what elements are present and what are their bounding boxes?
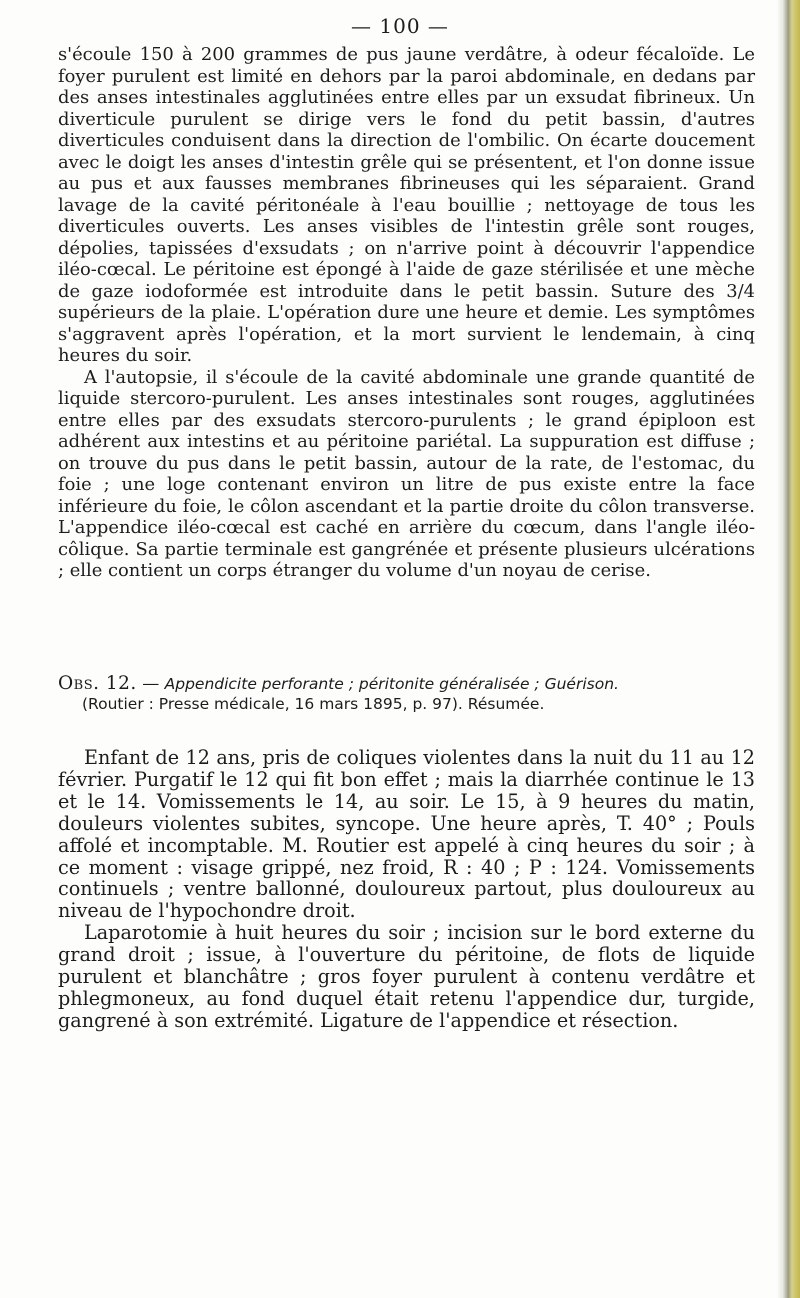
laparotomy-paragraph: Laparotomie à huit heures du soir ; incision sur le bord externe du grand droit ; issue, à l'ouverture du péritoine, de flots de liquide purulent et blanchâtre ; gros foyer purulent à contenu verdâtre et phlegmoneux, au fond duquel était retenu l'appendice dur, turgide, gangrené à son extrémité. Ligature de l'appendice et résection.	[58, 921, 755, 1032]
case-continuation	[58, 44, 755, 582]
page-number: — 100 —	[351, 14, 449, 38]
observation-source: (Routier : Presse médicale, 16 mars 1895, p. 97). Résumée.	[82, 695, 545, 713]
observation-heading	[58, 673, 755, 695]
autopsy-paragraph: A l'autopsie, il s'écoule de la cavité abdominale une grande quantité de liquide stercoro-purulent. Les anses intestinales sont rouges, agglutinées entre elles par des exsudats stercoro-purulents ; le grand épiploon est adhérent aux intestins et au péritoine pariétal. La suppuration est diffuse ; on trouve du pus dans le petit bassin, autour de la rate, de l'estomac, du foie ; une loge contenant environ un litre de pus existe entre la face inférieure du foie, le côlon ascendant et la partie droite du côlon transverse. L'appendice iléo-cœcal est caché en arrière du cœcum, dans l'angle iléo-côlique. Sa partie terminale est gangrénée et présente plusieurs ulcérations ; elle contient un corps étranger du volume d'un noyau de cerise.	[58, 366, 755, 581]
history-paragraph: Enfant de 12 ans, pris de coliques violentes dans la nuit du 11 au 12 février. Purgatif le 12 qui fit bon effet ; mais la diarrhée continue le 13 et le 14. Vomissements le 14, au soir. Le 15, à 9 heures du matin, douleurs violentes subites, syncope. Une heure après, T. 40° ; Pouls affolé et incomptable. M. Routier est appelé à cinq heures du soir ; à ce moment : visage grippé, nez froid, R : 40 ; P : 124. Vomissements continuels ; ventre ballonné, douloureux partout, plus douloureux au niveau de l'hypochondre droit.	[58, 746, 755, 923]
observation-body	[58, 747, 755, 1032]
observation-label: Obs. 12.	[58, 673, 137, 694]
observation-dash: —	[136, 674, 165, 694]
page-edge	[782, 0, 800, 1298]
observation-title: Appendicite perforante ; péritonite généralisée ; Guérison.	[164, 675, 619, 693]
operation-paragraph: s'écoule 150 à 200 grammes de pus jaune verdâtre, à odeur fécaloïde. Le foyer purulent est limité en dehors par la paroi abdominale, en dedans par des anses intestinales agglutinées entre elles par un exsudat fibrineux. Un diverticule purulent se dirige vers le fond du petit bassin, d'autres diverticules conduisent dans la direction de l'ombilic. On écarte doucement avec le doigt les anses d'intestin grêle qui se présentent, et l'on donne issue au pus et aux fausses membranes fibrineuses qui les séparaient. Grand lavage de la cavité péritonéale à l'eau bouillie ; nettoyage de tous les diverticules ouverts. Les anses visibles de l'intestin grêle sont rouges, dépolies, tapissées d'exsudats ; on n'arrive point à découvrir l'appendice iléo-cœcal. Le péritoine est épongé à l'aide de gaze stérilisée et une mèche de gaze iodoformée est introduite dans le petit bassin. Suture des 3/4 supérieurs de la plaie. L'opération dure une heure et demie. Les symptômes s'aggravent après l'opération, et la mort survient le lendemain, à cinq heures du soir.	[58, 44, 755, 366]
